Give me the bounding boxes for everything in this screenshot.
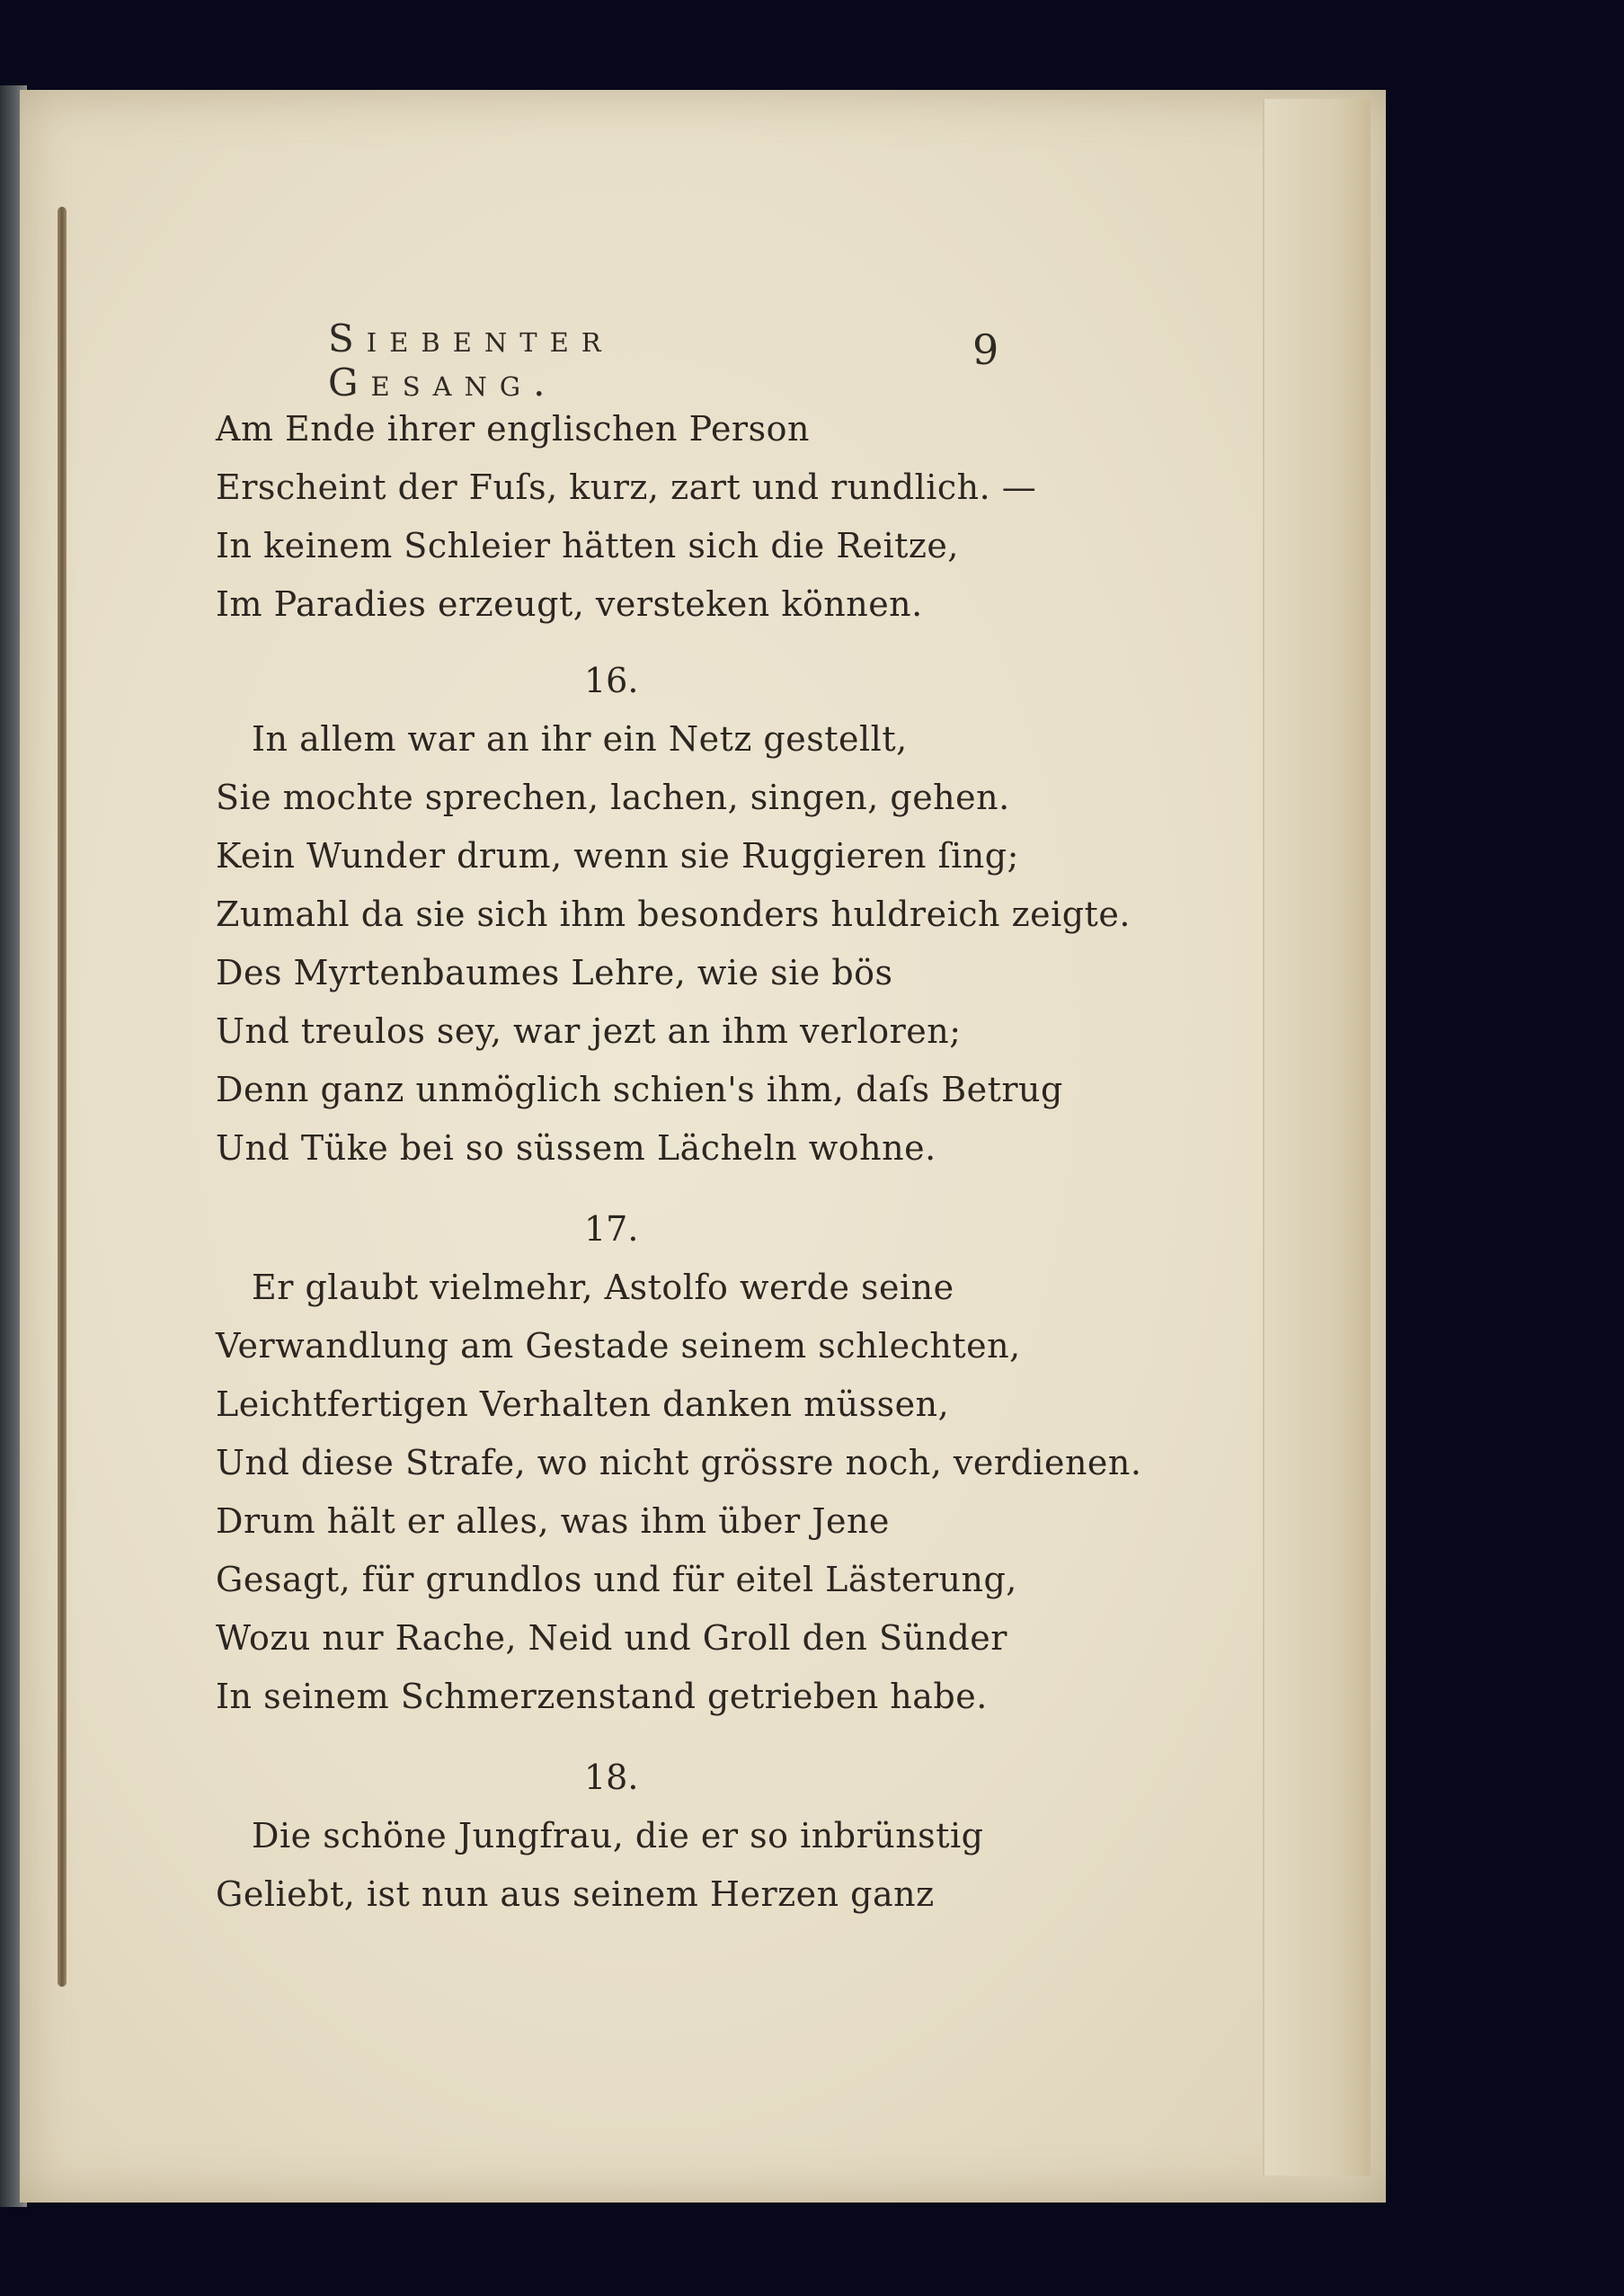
stanza-number: 16.	[584, 661, 639, 700]
verse-line: Und diese Strafe, wo nicht grössre noch, verdienen.	[216, 1443, 1142, 1482]
verse-line: Wozu nur Rache, Neid und Groll den Sünder	[216, 1618, 1007, 1658]
verse-line: Er glaubt vielmehr, Astolfo werde seine	[252, 1268, 954, 1307]
verse-line: Am Ende ihrer englischen Person	[216, 409, 810, 449]
verse-line: In seinem Schmerzenstand getrieben habe.	[216, 1677, 988, 1716]
page-fore-edge	[1263, 99, 1371, 2176]
verse-line: Zumahl da sie sich ihm besonders huldreich zeigte.	[216, 894, 1131, 934]
running-header: Siebenter Gesang.	[328, 316, 614, 405]
verse-line: Verwandlung am Gestade seinem schlechten,	[216, 1326, 1021, 1366]
verse-line: Erscheint der Fuſs, kurz, zart und rundlich. —	[216, 467, 1037, 507]
verse-line: Des Myrtenbaumes Lehre, wie sie bös	[216, 953, 893, 992]
verse-line: Denn ganz unmöglich schien's ihm, daſs Betrug	[216, 1070, 1063, 1109]
verse-line: Im Paradies erzeugt, versteken können.	[216, 584, 923, 624]
page-number: 9	[972, 325, 999, 374]
verse-line: Geliebt, ist nun aus seinem Herzen ganz	[216, 1874, 935, 1914]
verse-line: Die schöne Jungfrau, die er so inbrünstig	[252, 1816, 984, 1855]
verse-line: In keinem Schleier hätten sich die Reitze,	[216, 526, 959, 565]
verse-line: Und treulos sey, war jezt an ihm verloren;	[216, 1011, 962, 1051]
verse-line: Leichtfertigen Verhalten danken müssen,	[216, 1384, 950, 1424]
verse-line: Kein Wunder drum, wenn sie Ruggieren ſing;	[216, 836, 1019, 876]
gutter-fold	[58, 207, 67, 1987]
verse-line: Gesagt, für grundlos und für eitel Lästerung,	[216, 1560, 1017, 1599]
verse-line: Und Tüke bei so süssem Lächeln wohne.	[216, 1128, 936, 1168]
verse-line: Drum hält er alles, was ihm über Jene	[216, 1501, 890, 1541]
verse-line: Sie mochte sprechen, lachen, singen, gehen.	[216, 778, 1010, 817]
stanza-number: 17.	[584, 1209, 639, 1249]
stanza-number: 18.	[584, 1758, 639, 1797]
verse-line: In allem war an ihr ein Netz gestellt,	[252, 719, 908, 759]
